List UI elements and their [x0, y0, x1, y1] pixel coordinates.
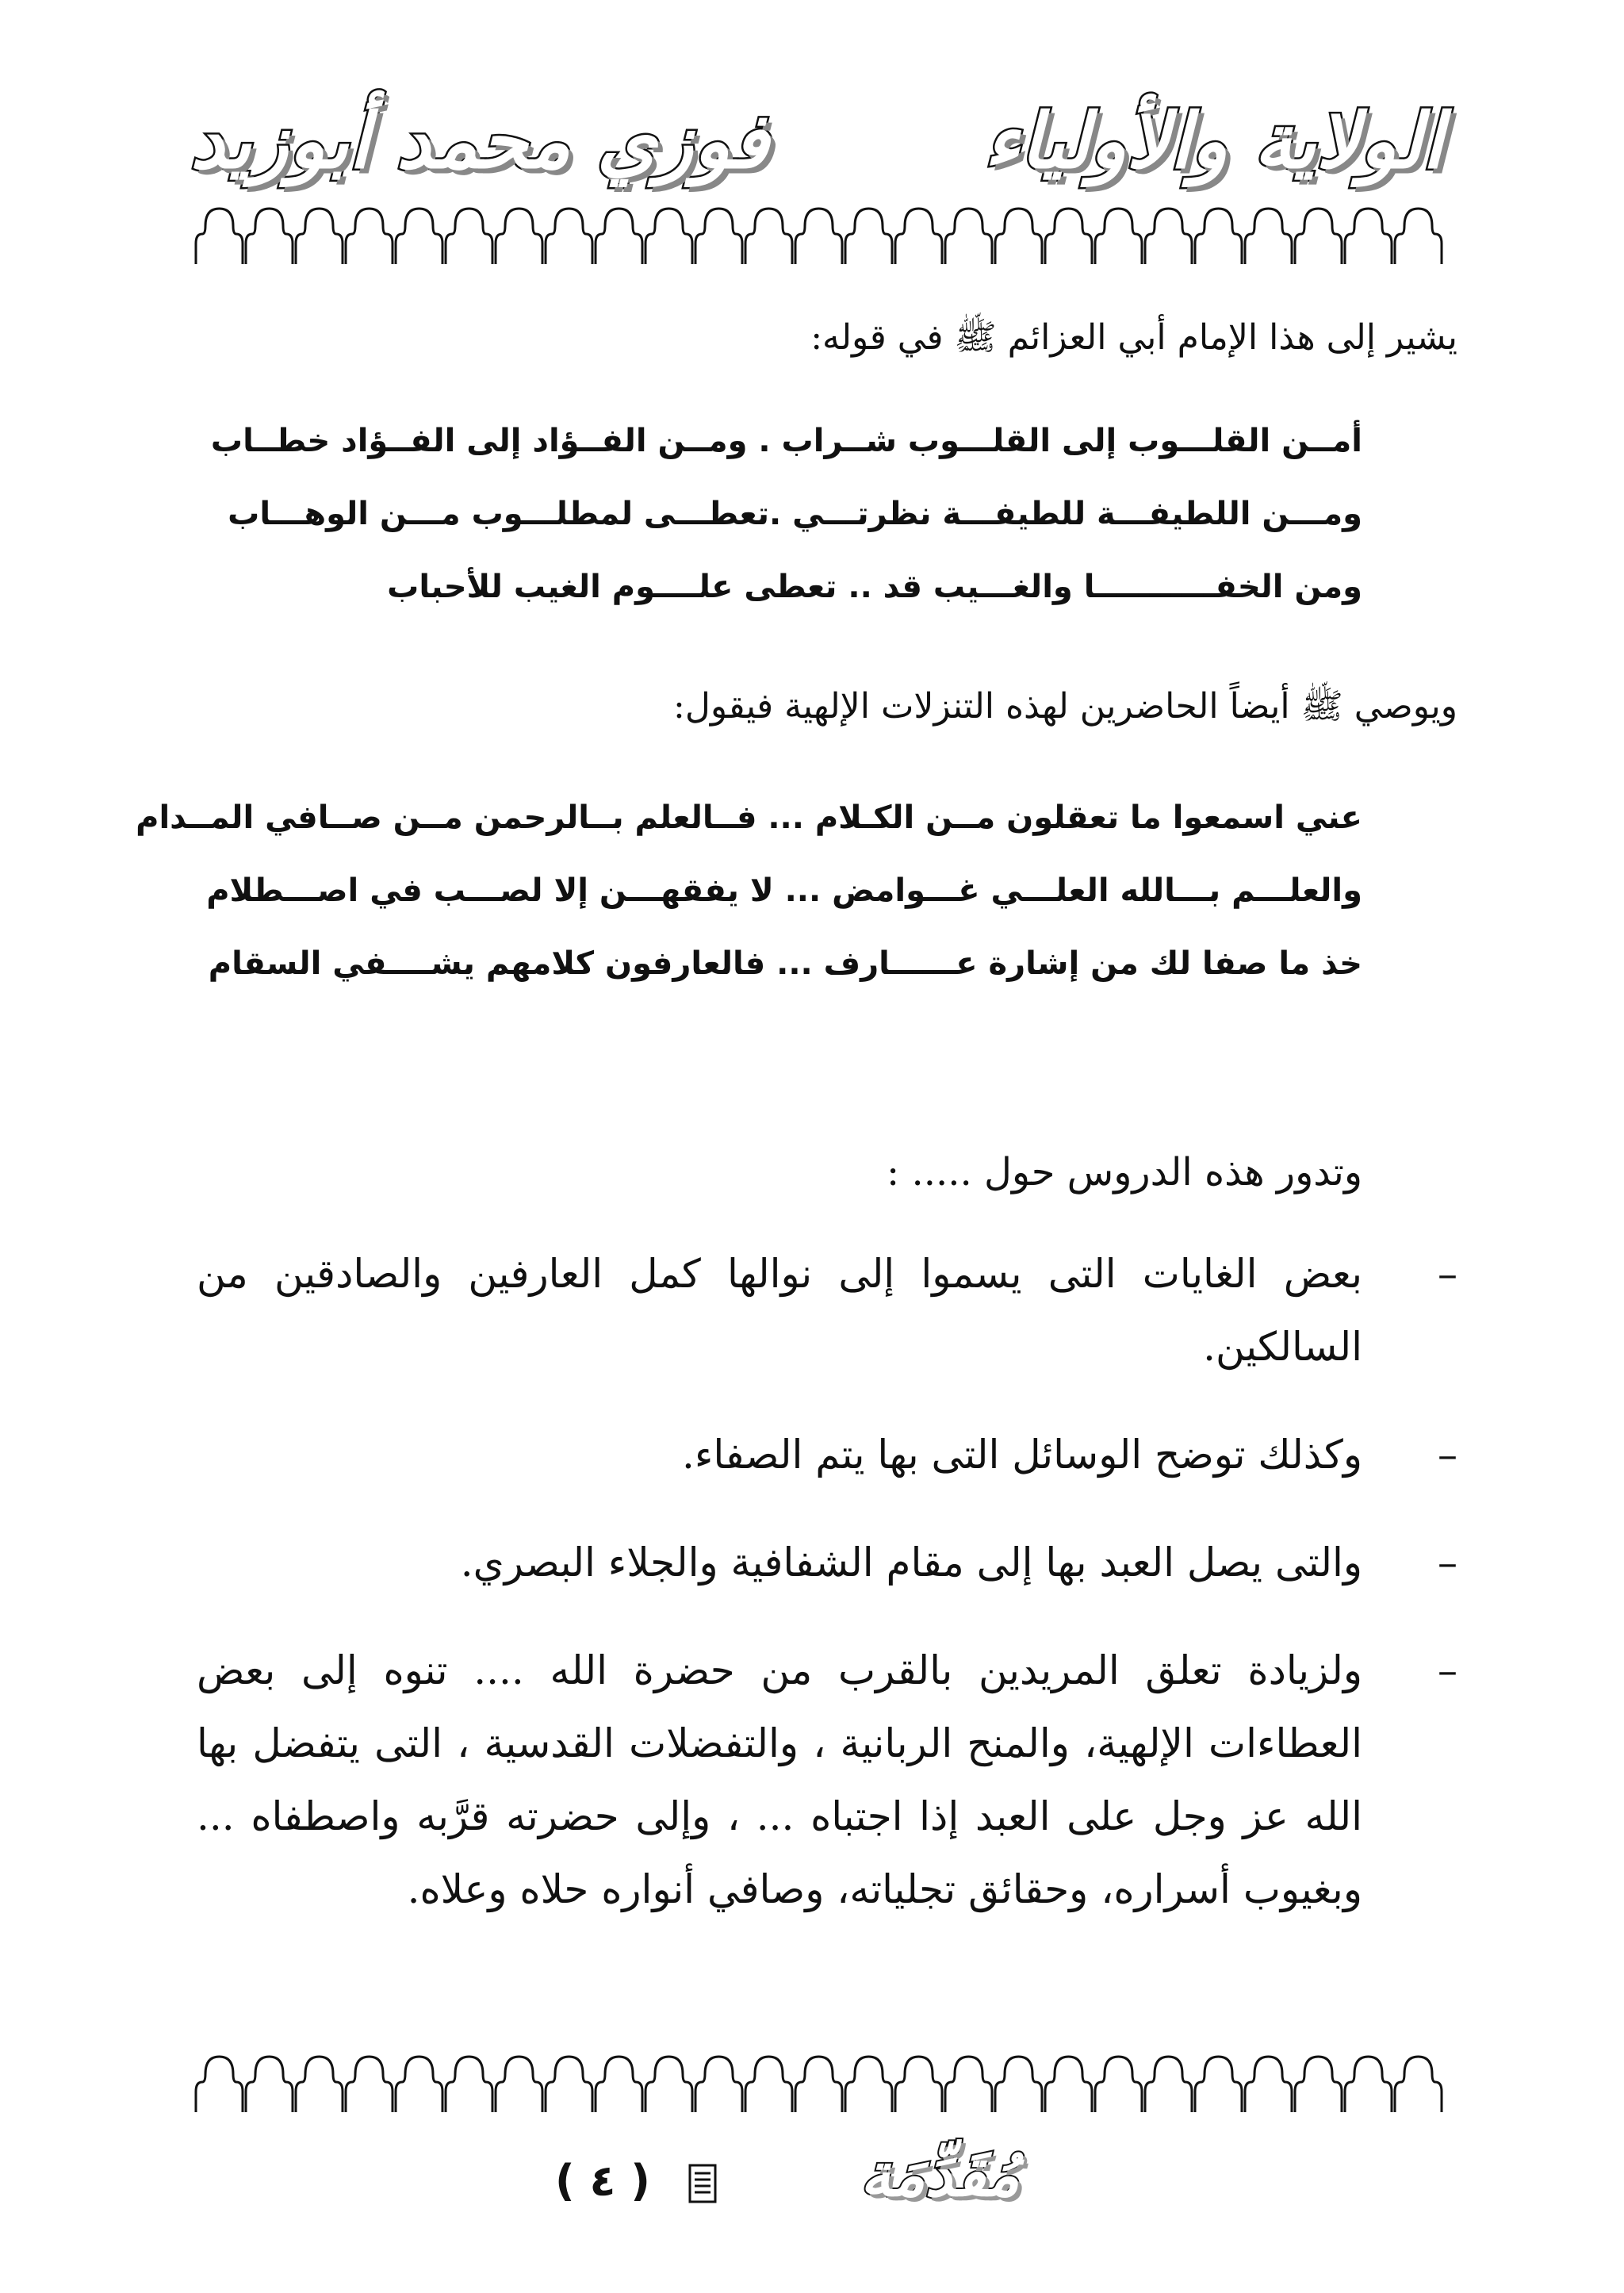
poem-1 [210, 405, 1362, 623]
book-title: الولاية والأولياء [984, 97, 1443, 186]
top-arch-border [194, 202, 1443, 266]
list-item [197, 1418, 1465, 1491]
dash-marker: – [1438, 1540, 1457, 1586]
dash-marker: – [1438, 1251, 1457, 1297]
dash-marker: – [1438, 1432, 1457, 1478]
poem-verse: أمــن القلـــوب إلى القلـــوب شــراب . ومــن الفــؤاد إلى الفــؤاد خطــاب [210, 423, 1362, 459]
section-title: مُقَدِّمَة [860, 2139, 1020, 2210]
bottom-arch-border [194, 2050, 1443, 2114]
topic-list [197, 1237, 1465, 1961]
page-header [190, 95, 1443, 206]
list-item-text: وكذلك توضح الوسائل التى بها يتم الصفاء. [681, 1432, 1362, 1478]
poem-verse: خذ ما صفا لك من إشارة عــــــارف ... فالعارفون كلامهم يشــــفي السقام [208, 945, 1362, 982]
topic-intro: وتدور هذه الدروس حول ..... : [887, 1150, 1362, 1194]
list-item [197, 1634, 1465, 1926]
poem-verse: والعلـــم بـــالله العلـــي غـــوامض ... لا يفقهـــن إلا لصـــب في اصـــطلام [206, 872, 1362, 909]
poem-verse: عني اسمعوا ما تعقلون مــن الكـلام ... فــالعلم بــالرحمن مــن صــافي المــدام [136, 799, 1362, 836]
list-item-text: بعض الغايات التى يسموا إلى نوالها كمل العارفين والصادقين من السالكين. [197, 1251, 1362, 1370]
poem-verse: ومن الخفـــــــــــا والغـــيب قد .. تعطى علــــوم الغيب للأحباب [387, 569, 1362, 605]
poem-verse: ومـــن اللطيفـــة للطيفـــة نظرتـــي .تعطـــى لمطلـــوب مـــن الوهـــاب [228, 496, 1362, 532]
author-name: فوزي محمد أبوزيد [190, 97, 769, 186]
page-number: ( ٤ ) [555, 2156, 650, 2206]
list-item [197, 1526, 1465, 1599]
list-item-text: ولزيادة تعلق المريدين بالقرب من حضرة الله .... تنوه إلى بعض العطاءات الإلهية، والمنح الربانية ، والتفضلات القدسية ، التى يتفضل بها الله عز وجل على العبد إذا اجتباه ... ، وإلى حضرته قرَّبه واصطفاه ... وبغيوب أسراره، وحقائق تجلياته، وصافي أنواره حلاه وعلاه. [197, 1647, 1362, 1912]
page-footer [0, 2139, 1624, 2237]
list-item-text: والتى يصل العبد بها إلى مقام الشفافية والجلاء البصري. [460, 1540, 1362, 1586]
poem-2 [136, 781, 1362, 1000]
intro-paragraph-1: يشير إلى هذا الإمام أبي العزائم ﷺ في قوله: [810, 317, 1457, 358]
intro-paragraph-2: ويوصي ﷺ أيضاً الحاضرين لهذه التنزلات الإلهية فيقول: [673, 686, 1457, 727]
list-item [197, 1237, 1465, 1383]
book-icon [688, 2164, 717, 2203]
dash-marker: – [1438, 1647, 1457, 1693]
